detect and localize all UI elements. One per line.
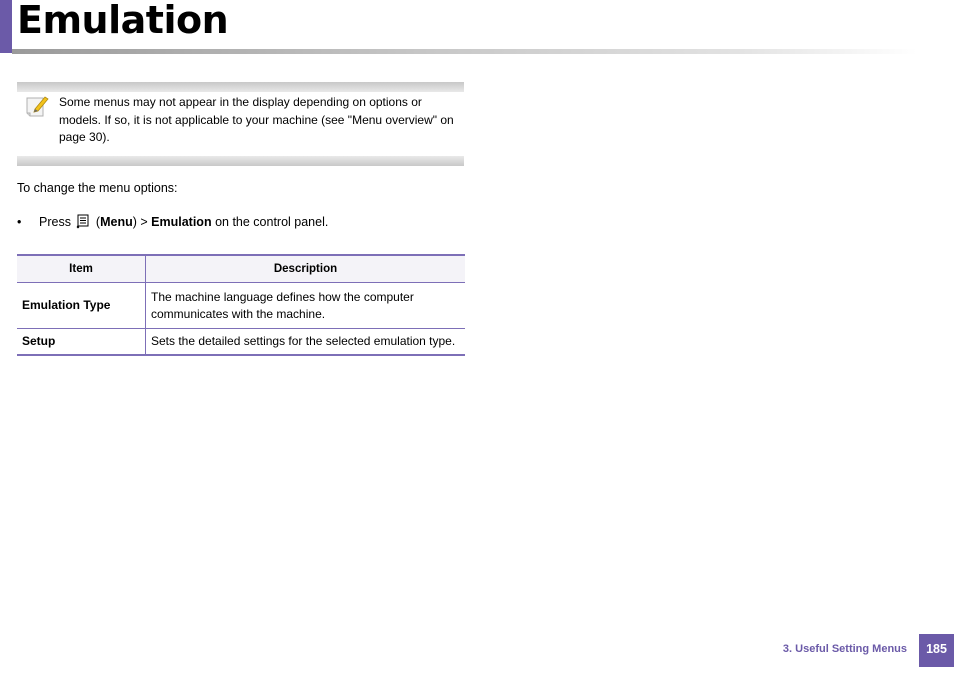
note-pencil-icon: [24, 94, 50, 120]
title-accent-bar: [0, 0, 12, 53]
note-line-2: models. If so, it is not applicable to your machine (see "Menu overview" on: [59, 112, 454, 127]
step-separator: ) >: [132, 215, 148, 229]
table-header-row: [17, 255, 465, 283]
title-underline: [12, 49, 917, 54]
header-item: Item: [17, 255, 146, 283]
bullet: •: [17, 215, 22, 229]
note-top-band: [17, 82, 464, 92]
row-description: Sets the detailed settings for the selected emulation type.: [151, 334, 456, 348]
page-number: 185: [919, 634, 954, 667]
step-press: Press: [39, 215, 71, 229]
table-row: [17, 329, 465, 356]
row-description-line-2: communicates with the machine.: [151, 306, 326, 321]
page-title: Emulation: [17, 0, 229, 42]
row-item: Emulation Type: [17, 283, 146, 329]
step-suffix: on the control panel.: [215, 215, 329, 229]
header-description: Description: [146, 255, 466, 283]
options-table: [17, 254, 465, 356]
note-line-3: page 30).: [59, 130, 110, 144]
step-open-paren: (: [95, 215, 101, 229]
note-text: [59, 94, 461, 147]
note-line-1: Some menus may not appear in the display depending on options or: [59, 95, 422, 109]
step-target: Emulation: [151, 215, 212, 229]
menu-icon: [76, 214, 90, 229]
row-item: Setup: [17, 329, 146, 356]
intro-text: To change the menu options:: [17, 181, 178, 195]
instruction-step: [17, 214, 328, 229]
table-row: [17, 283, 465, 329]
row-description: [146, 283, 466, 329]
footer-section-label: 3. Useful Setting Menus: [782, 643, 907, 655]
step-menu-label: Menu: [100, 215, 133, 229]
row-description-line-1: The machine language defines how the computer: [151, 289, 414, 304]
note-bottom-band: [17, 156, 464, 166]
note-box: [17, 82, 464, 166]
